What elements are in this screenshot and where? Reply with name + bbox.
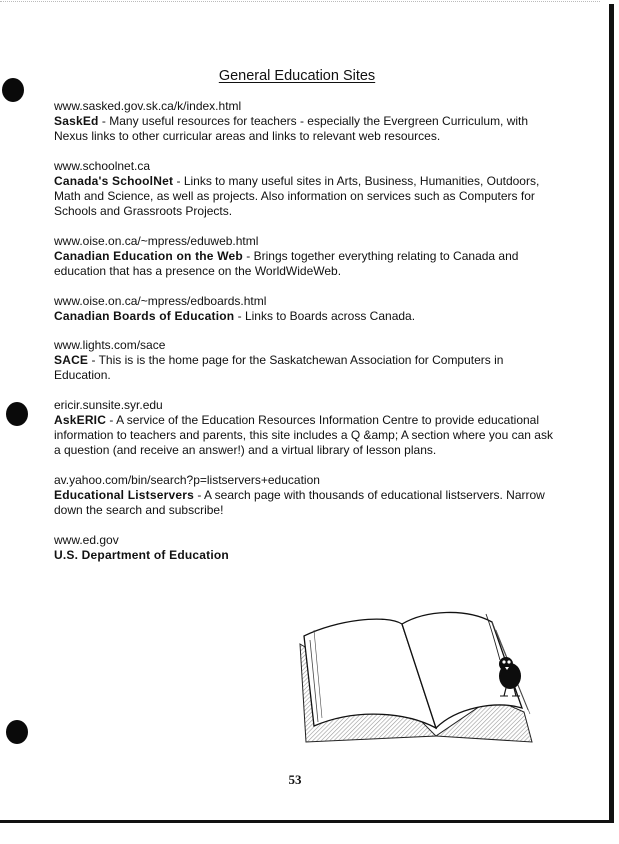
page-bottom-border [0,820,614,823]
site-name: Canadian Education on the Web [54,249,243,263]
site-description: - A service of the Education Resources Information Centre to provide educational information to teachers and parents, this site includes a Q &amp; A section where you can ask a question (and receive an answer!) and a virtual library of lesson plans. [54,413,553,457]
site-entry [54,338,554,383]
site-entry [54,159,554,219]
site-description: - Links to Boards across Canada. [234,309,416,323]
page-top-edge [0,1,600,2]
site-url: www.sasked.gov.sk.ca/k/index.html [54,99,242,113]
site-name: Educational Listservers [54,488,194,502]
page-heading: General Education Sites [218,68,376,84]
site-name: U.S. Department of Education [54,548,229,562]
site-entry [54,533,554,563]
site-description: - A search page with thousands of educational listservers. Narrow down the search and subscribe! [54,488,545,517]
binder-hole-middle [6,402,28,426]
site-list [54,99,554,578]
page-number: 53 [288,772,302,787]
site-url: ericir.sunsite.syr.edu [54,398,163,412]
site-name: SACE [54,353,89,367]
site-entry [54,398,554,458]
site-description: - Brings together everything relating to Canada and education that has a presence on the WorldWideWeb. [54,249,519,278]
site-name: AskERIC [54,413,107,427]
site-description: - Many useful resources for teachers - especially the Evergreen Curriculum, with Nexus links to other curricular areas and links to relevant web resources. [54,114,529,143]
site-name: SaskEd [54,114,99,128]
site-entry [54,294,554,324]
site-description: - Links to many useful sites in Arts, Business, Humanities, Outdoors, Math and Science, as well as projects. Also information on services such as Computers for Schools and Grassroots Projects. [54,174,540,218]
site-url: www.oise.on.ca/~mpress/edboards.html [54,294,267,308]
site-name: Canada's SchoolNet [54,174,174,188]
site-entry [54,99,554,144]
site-url: www.oise.on.ca/~mpress/eduweb.html [54,234,259,248]
site-entry [54,473,554,518]
binder-hole-bottom [6,720,28,744]
site-url: www.schoolnet.ca [54,159,151,173]
site-entry [54,234,554,279]
site-description: - This is is the home page for the Saskatchewan Association for Computers in Education. [54,353,504,382]
site-url: www.ed.gov [54,533,119,547]
site-name: Canadian Boards of Education [54,309,235,323]
open-book-with-bird-icon [296,600,536,750]
site-url: av.yahoo.com/bin/search?p=listservers+education [54,473,320,487]
page-right-border [609,4,614,822]
site-url: www.lights.com/sace [54,338,166,352]
